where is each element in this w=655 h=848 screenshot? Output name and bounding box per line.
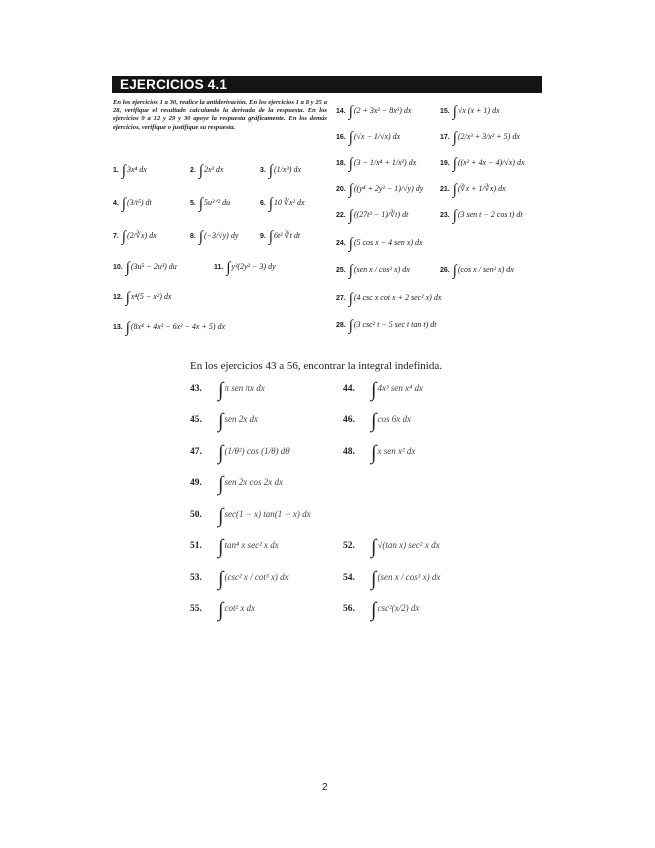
exercise-50: 50. ∫sec(1 − x) tan(1 − x) dx bbox=[190, 505, 311, 527]
exercise-6: 6. ∫10 ∛x² dx bbox=[260, 196, 305, 212]
exercise-53: 53. ∫(csc² x / cot³ x) dx bbox=[190, 568, 289, 590]
exercise-47: 47. ∫(1/θ²) cos (1/θ) dθ bbox=[190, 442, 290, 464]
exercise-14: 14. ∫(2 + 3x² − 8x³) dx bbox=[336, 104, 412, 120]
exercise-22: 22. ∫((27t³ − 1)/∛t) dt bbox=[336, 208, 409, 224]
exercise-23: 23. ∫(3 sen t − 2 cos t) dt bbox=[440, 208, 523, 224]
exercise-44: 44. ∫4x³ sen x⁴ dx bbox=[343, 379, 424, 401]
exercise-46: 46. ∫cos 6x dx bbox=[343, 410, 411, 432]
exercise-21: 21. ∫(∛x + 1/∛x) dx bbox=[440, 182, 506, 198]
exercise-19: 19. ∫((x² + 4x − 4)/√x) dx bbox=[440, 156, 525, 172]
exercise-3: 3. ∫(1/x³) dx bbox=[260, 163, 302, 179]
exercise-48: 48. ∫x sen x² dx bbox=[343, 442, 416, 464]
exercise-4: 4. ∫(3/t⁵) dt bbox=[113, 196, 152, 212]
instructions-paragraph: En los ejercicios 1 a 30, realice la antiderivación. En los ejercicios 1 a 8 y 25 a 28, verifique el resultado calculando la derivada de la respuesta. En los ejercicios 9 a 12 y 29 y 30 apoye la respuesta gráficamente. En los demás ejercicios, verifique o justifique su respuesta. bbox=[113, 99, 327, 131]
exercise-43: 43. ∫π sen πx dx bbox=[190, 379, 265, 401]
exercise-55: 55. ∫cot² x dx bbox=[190, 599, 256, 621]
exercise-16: 16. ∫(√x − 1/√x) dx bbox=[336, 130, 401, 146]
exercise-45: 45. ∫sen 2x dx bbox=[190, 410, 258, 432]
exercise-15: 15. ∫√x (x + 1) dx bbox=[440, 104, 500, 120]
exercise-54: 54. ∫(sen x / cos³ x) dx bbox=[343, 568, 441, 590]
exercise-26: 26. ∫(cos x / sen² x) dx bbox=[440, 263, 514, 279]
exercise-9: 9. ∫6t² ∛t dt bbox=[260, 229, 301, 245]
exercise-24: 24. ∫(5 cos x − 4 sen x) dx bbox=[336, 236, 423, 252]
exercise-13: 13. ∫(8x⁴ + 4x³ − 6x² − 4x + 5) dx bbox=[113, 320, 226, 336]
exercise-20: 20. ∫((y⁴ + 2y² − 1)/√y) dy bbox=[336, 182, 424, 198]
exercise-28: 28. ∫(3 csc² t − 5 sec t tan t) dt bbox=[336, 318, 437, 334]
exercise-7: 7. ∫(2/∛x) dx bbox=[113, 229, 157, 245]
section-title: EJERCICIOS 4.1 bbox=[120, 77, 228, 92]
exercise-10: 10. ∫(3u⁵ − 2u³) du bbox=[113, 260, 177, 276]
exercise-5: 5. ∫5u³ᐟ² du bbox=[190, 196, 231, 212]
exercise-49: 49. ∫sen 2x cos 2x dx bbox=[190, 473, 283, 495]
exercise-17: 17. ∫(2/x³ + 3/x² + 5) dx bbox=[440, 130, 520, 146]
section2-heading: En los ejercicios 43 a 56, encontrar la integral indefinida. bbox=[190, 360, 442, 372]
section-banner bbox=[112, 76, 542, 93]
exercise-11: 11. ∫y³(2y² − 3) dy bbox=[214, 260, 276, 276]
exercise-2: 2. ∫2x³ dx bbox=[190, 163, 224, 179]
exercise-25: 25. ∫(sen x / cos² x) dx bbox=[336, 263, 410, 279]
exercise-52: 52. ∫√(tan x) sec² x dx bbox=[343, 536, 440, 558]
exercise-56: 56. ∫csc²(x/2) dx bbox=[343, 599, 420, 621]
exercise-1: 1. ∫3x⁴ dx bbox=[113, 163, 147, 179]
exercise-18: 18. ∫(3 − 1/x⁴ + 1/x²) dx bbox=[336, 156, 417, 172]
exercise-8: 8. ∫(−3/√y) dy bbox=[190, 229, 239, 245]
exercise-51: 51. ∫tan⁴ x sec² x dx bbox=[190, 536, 279, 558]
exercise-12: 12. ∫x⁴(5 − x²) dx bbox=[113, 290, 172, 306]
exercise-27: 27. ∫(4 csc x cot x + 2 sec² x) dx bbox=[336, 291, 442, 307]
page-number: 2 bbox=[322, 782, 328, 793]
